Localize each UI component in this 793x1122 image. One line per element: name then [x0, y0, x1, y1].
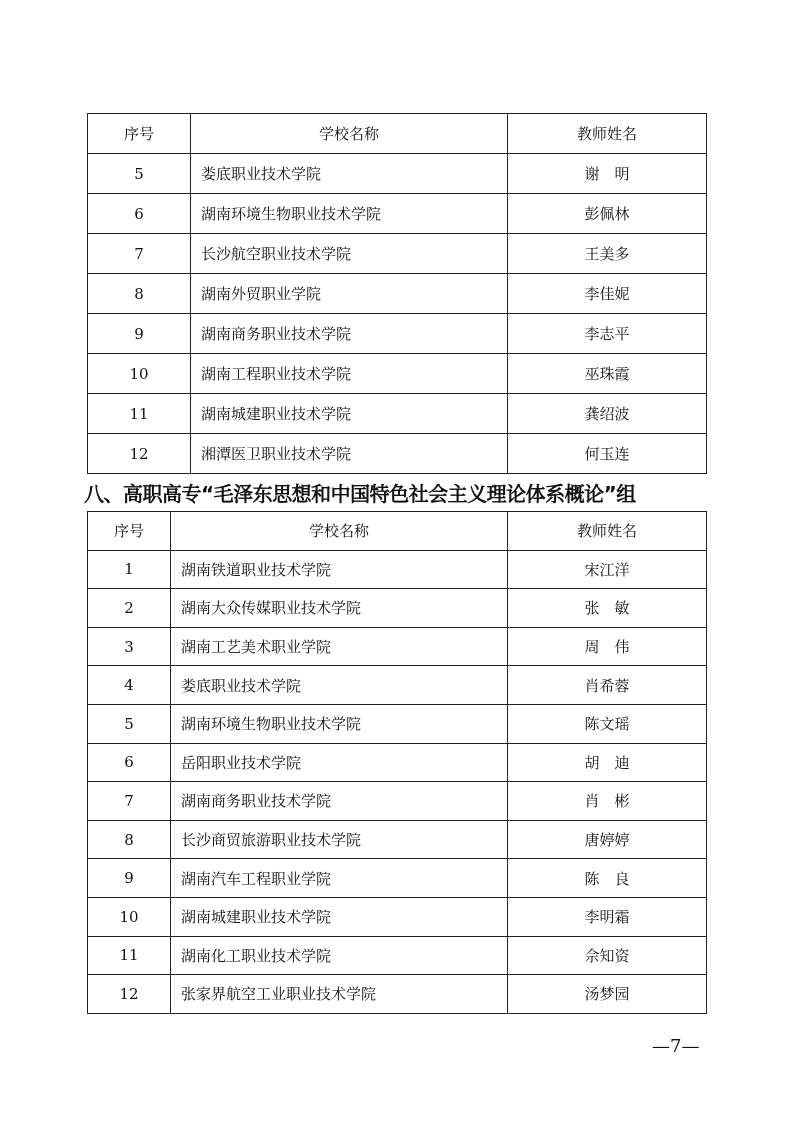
header-school: 学校名称: [171, 512, 508, 551]
table-header-row: [88, 512, 707, 551]
cell-teacher: 唐婷婷: [508, 820, 707, 859]
table-row: [88, 394, 707, 434]
cell-number: 6: [88, 743, 171, 782]
section-heading: 八、高职高专“毛泽东思想和中国特色社会主义理论体系概论”组: [84, 482, 636, 506]
table-row: [88, 354, 707, 394]
table-row: [88, 820, 707, 859]
table-row: [88, 314, 707, 354]
cell-number: 6: [88, 194, 191, 234]
cell-number: 12: [88, 434, 191, 474]
cell-teacher: 周 伟: [508, 627, 707, 666]
cell-school: 长沙航空职业技术学院: [191, 234, 508, 274]
cell-teacher: 李佳妮: [508, 274, 707, 314]
cell-teacher: 龚绍波: [508, 394, 707, 434]
header-teacher: 教师姓名: [508, 512, 707, 551]
header-number: 序号: [88, 512, 171, 551]
header-school: 学校名称: [191, 114, 508, 154]
table-row: [88, 194, 707, 234]
cell-teacher: 汤梦园: [508, 975, 707, 1014]
cell-teacher: 张 敏: [508, 589, 707, 628]
cell-teacher: 李明霜: [508, 897, 707, 936]
cell-school: 张家界航空工业职业技术学院: [171, 975, 508, 1014]
cell-teacher: 胡 迪: [508, 743, 707, 782]
cell-number: 12: [88, 975, 171, 1014]
cell-number: 3: [88, 627, 171, 666]
cell-teacher: 陈 良: [508, 859, 707, 898]
table-header-row: [88, 114, 707, 154]
cell-school: 娄底职业技术学院: [191, 154, 508, 194]
cell-number: 9: [88, 859, 171, 898]
cell-school: 湖南工艺美术职业学院: [171, 627, 508, 666]
cell-number: 9: [88, 314, 191, 354]
teacher-table-continued: [87, 113, 707, 474]
table-row: [88, 550, 707, 589]
cell-school: 湖南大众传媒职业技术学院: [171, 589, 508, 628]
table-body: [88, 154, 707, 474]
cell-number: 1: [88, 550, 171, 589]
cell-school: 长沙商贸旅游职业技术学院: [171, 820, 508, 859]
header-number: 序号: [88, 114, 191, 154]
cell-teacher: 王美多: [508, 234, 707, 274]
table-row: [88, 936, 707, 975]
cell-number: 10: [88, 354, 191, 394]
cell-number: 4: [88, 666, 171, 705]
table-row: [88, 627, 707, 666]
cell-school: 湖南铁道职业技术学院: [171, 550, 508, 589]
cell-number: 7: [88, 234, 191, 274]
cell-school: 湖南城建职业技术学院: [171, 897, 508, 936]
cell-school: 湖南商务职业技术学院: [191, 314, 508, 354]
cell-number: 8: [88, 820, 171, 859]
header-teacher: 教师姓名: [508, 114, 707, 154]
cell-school: 湖南环境生物职业技术学院: [171, 704, 508, 743]
table-row: [88, 434, 707, 474]
table-body: [88, 550, 707, 1013]
cell-teacher: 陈文瑶: [508, 704, 707, 743]
table-row: [88, 274, 707, 314]
table-row: [88, 859, 707, 898]
cell-school: 岳阳职业技术学院: [171, 743, 508, 782]
cell-number: 5: [88, 154, 191, 194]
cell-teacher: 宋江洋: [508, 550, 707, 589]
table-row: [88, 782, 707, 821]
cell-school: 湖南化工职业技术学院: [171, 936, 508, 975]
cell-teacher: 佘知资: [508, 936, 707, 975]
cell-number: 11: [88, 936, 171, 975]
cell-teacher: 巫珠霞: [508, 354, 707, 394]
cell-teacher: 肖希蓉: [508, 666, 707, 705]
cell-teacher: 何玉连: [508, 434, 707, 474]
cell-school: 湖南商务职业技术学院: [171, 782, 508, 821]
cell-school: 娄底职业技术学院: [171, 666, 508, 705]
cell-number: 2: [88, 589, 171, 628]
cell-school: 湖南环境生物职业技术学院: [191, 194, 508, 234]
cell-number: 11: [88, 394, 191, 434]
cell-school: 湖南城建职业技术学院: [191, 394, 508, 434]
table-row: [88, 666, 707, 705]
cell-teacher: 李志平: [508, 314, 707, 354]
table-row: [88, 154, 707, 194]
cell-school: 湖南汽车工程职业学院: [171, 859, 508, 898]
cell-school: 湖南外贸职业学院: [191, 274, 508, 314]
teacher-table-group-8: [87, 511, 707, 1014]
table-row: [88, 234, 707, 274]
cell-number: 5: [88, 704, 171, 743]
cell-school: 湖南工程职业技术学院: [191, 354, 508, 394]
cell-school: 湘潭医卫职业技术学院: [191, 434, 508, 474]
cell-number: 7: [88, 782, 171, 821]
table-row: [88, 975, 707, 1014]
cell-number: 10: [88, 897, 171, 936]
cell-teacher: 谢 明: [508, 154, 707, 194]
cell-teacher: 彭佩林: [508, 194, 707, 234]
cell-number: 8: [88, 274, 191, 314]
table-row: [88, 704, 707, 743]
page-number: —7—: [652, 1036, 700, 1057]
table-row: [88, 897, 707, 936]
table-row: [88, 743, 707, 782]
table-row: [88, 589, 707, 628]
cell-teacher: 肖 彬: [508, 782, 707, 821]
